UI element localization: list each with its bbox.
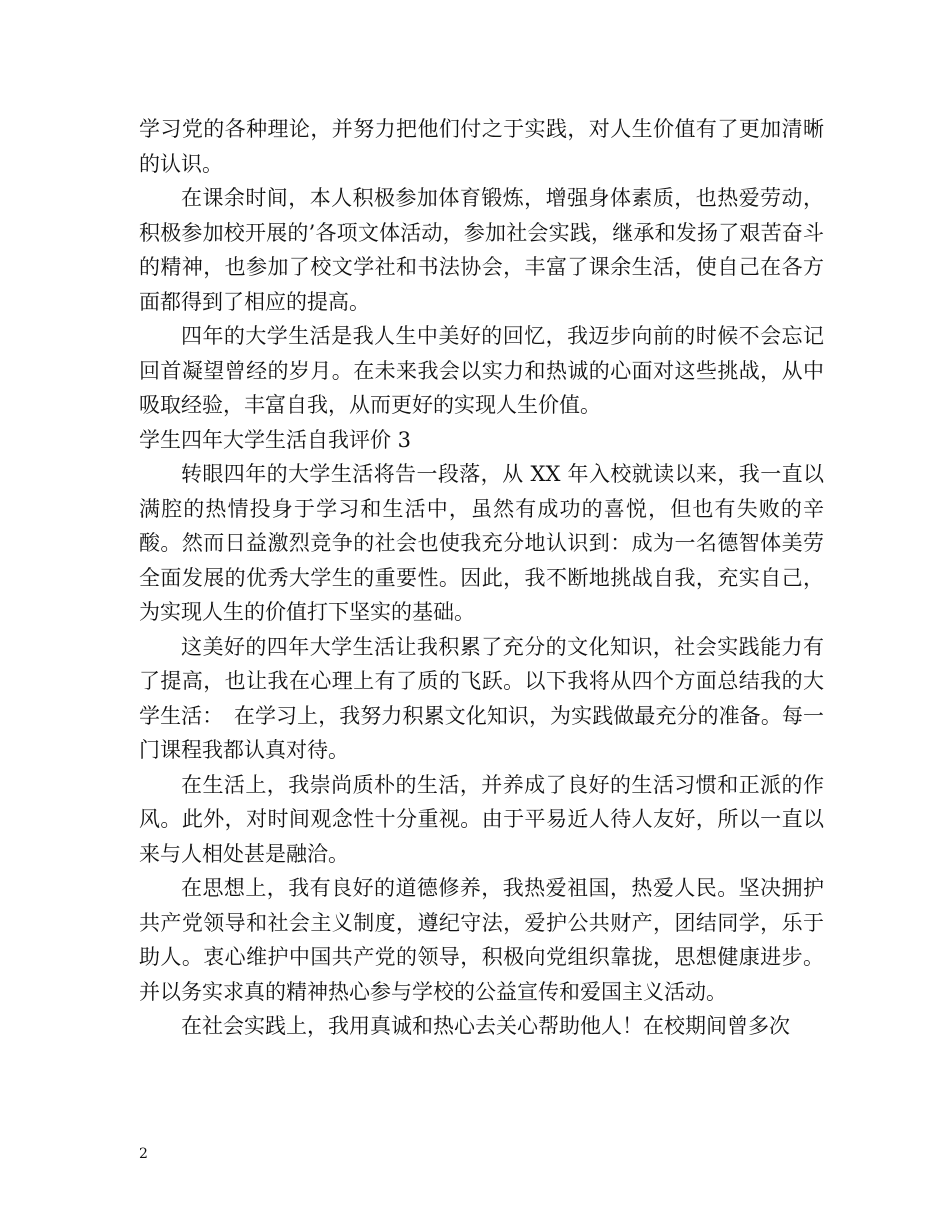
paragraph-8: 在社会实践上，我用真诚和热心去关心帮助他人！在校期间曾多次	[181, 1014, 790, 1038]
paragraph-5: 这美好的四年大学生活让我积累了充分的文化知识，社会实践能力有了提高，也让我在心理上有了质的飞跃。以下我将从四个方面总结我的大学生活： 在学习上，我努力积累文化知识，为实践做最充分的准备。每一门课程我都认真对待。	[139, 634, 824, 762]
document-body	[139, 112, 824, 1044]
paragraph-6: 在生活上，我崇尚质朴的生活，并养成了良好的生活习惯和正派的作风。此外，对时间观念性十分重视。由于平易近人待人友好，所以一直以来与人相处甚是融洽。	[139, 772, 824, 866]
paragraph-7: 在思想上，我有良好的道德修养，我热爱祖国，热爱人民。坚决拥护共产党领导和社会主义制度，遵纪守法，爱护公共财产，团结同学，乐于助人。衷心维护中国共产党的领导，积极向党组织靠拢，思想健康进步。并以务实求真的精神热心参与学校的公益宣传和爱国主义活动。	[139, 876, 824, 1004]
paragraph-4: 转眼四年的大学生活将告一段落，从 XX 年入校就读以来，我一直以满腔的热情投身于学习和生活中，虽然有成功的喜悦，但也有失败的辛酸。然而日益激烈竞争的社会也使我充分地认识到：成为一名德智体美劳全面发展的优秀大学生的重要性。因此，我不断地挑战自我，充实自己，为实现人生的价值打下坚实的基础。	[139, 462, 824, 624]
paragraph-1: 学习党的各种理论，并努力把他们付之于实践，对人生价值有了更加清晰的认识。	[139, 117, 824, 176]
paragraph-3: 四年的大学生活是我人生中美好的回忆，我迈步向前的时候不会忘记回首凝望曾经的岁月。在未来我会以实力和热诚的心面对这些挑战，从中吸取经验，丰富自我，从而更好的实现人生价值。	[139, 324, 824, 417]
paragraph-2: 在课余时间，本人积极参加体育锻炼，增强身体素质，也热爱劳动，积极参加校开展的’各项文体活动，参加社会实践，继承和发扬了艰苦奋斗的精神，也参加了校文学社和书法协会，丰富了课余生活，使自己在各方面都得到了相应的提高。	[139, 186, 824, 314]
page-number: 2	[139, 1146, 148, 1162]
section-heading: 学生四年大学生活自我评价 3	[139, 427, 412, 452]
